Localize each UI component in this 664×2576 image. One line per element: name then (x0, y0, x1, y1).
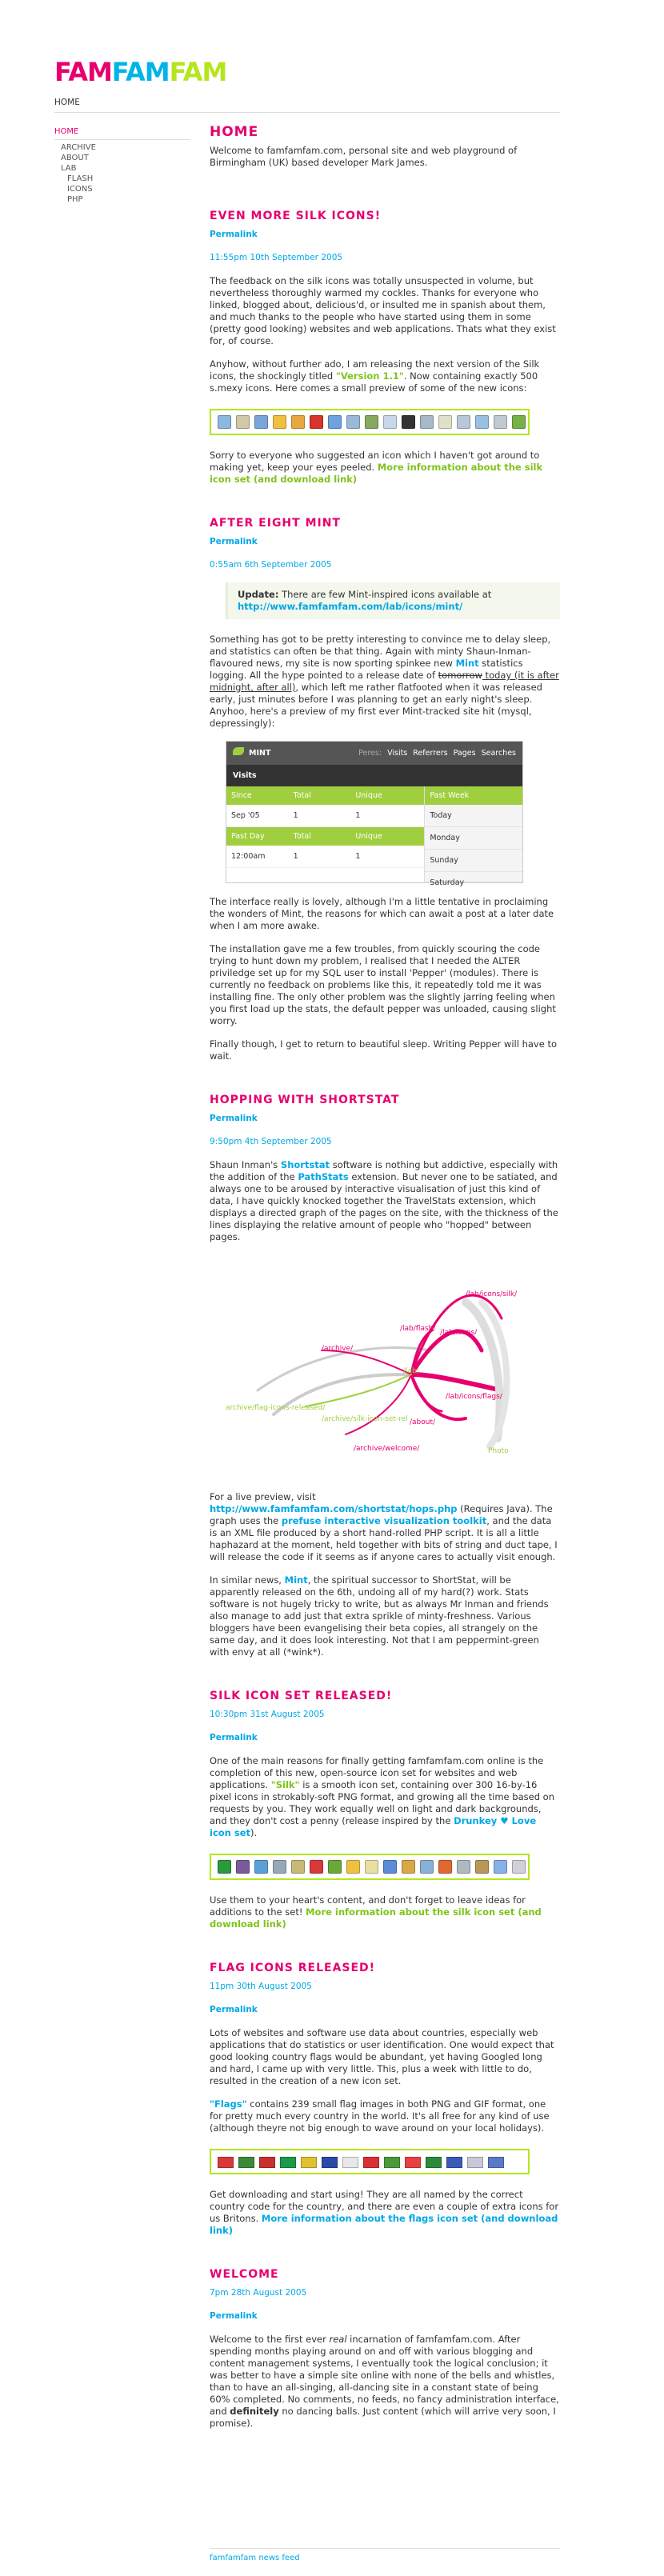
mint-header (226, 742, 522, 765)
post-paragraph: The interface really is lovely, although I'm a little tentative in proclaiming the wonders of Mint, the reasons for which can await a post at a later date when I am more awake. (210, 896, 554, 931)
silk-preview-icon (494, 415, 507, 429)
update-notice (226, 582, 560, 619)
silk-preview-icon (420, 1860, 434, 1874)
post-silk-released (210, 1690, 560, 1930)
graph-label: Photo (488, 1447, 509, 1455)
table-row (226, 846, 424, 868)
mint-icons-link[interactable]: http://www.famfamfam.com/lab/icons/mint/ (238, 601, 463, 612)
silk-preview-icon (457, 1860, 470, 1874)
silk-preview-icon (365, 1860, 378, 1874)
intro-text: Welcome to famfamfam.com, personal site and web playground of Birmingham (UK) based developer Mark James. (210, 145, 518, 168)
text: extension. But never one to be satiated, and always one to be aroused by interactive visualisation of just this kind of data, I have quickly knocked together the TravelStats extension, which displays a directed graph of the pages on the site, with the thickness of the lines displaying the relative amount of people who "hopped" between pages. (210, 1171, 558, 1242)
graph-background (226, 1254, 522, 1477)
mint-nav-referrers[interactable]: Referrers (413, 749, 448, 758)
main-content (210, 126, 560, 2462)
silk-link[interactable]: "Silk" (270, 1779, 300, 1790)
cell: 1 (355, 811, 361, 820)
silk-preview-icon (346, 1860, 360, 1874)
post-paragraph: Lots of websites and software use data about countries, especially web applications that do statistics or user identification. One would expect that good looking country flags would be abundant, yet having Googled long and hard, I came up with very little. This, plus a week with little to do, resulted in the creation of a new icon set. (210, 2027, 554, 2086)
post-date: 10:30pm 31st August 2005 (210, 1710, 325, 1719)
post-paragraph (210, 2189, 560, 2237)
text: definitely (230, 2406, 279, 2417)
text: tomorrow (438, 670, 482, 681)
silk-preview-icon (236, 415, 250, 429)
silk-preview-icon (218, 415, 231, 429)
post-even-more-silk (210, 210, 560, 486)
post-flags-released (210, 1962, 560, 2237)
silk-preview-icon (310, 1860, 323, 1874)
table-header (226, 786, 424, 805)
mint-nav (353, 747, 516, 759)
post-title: AFTER EIGHT MINT (210, 517, 341, 530)
silk-preview-icon (328, 1860, 342, 1874)
silk-preview-icon (254, 1860, 268, 1874)
text: incarnation of famfamfam.com. After spending months playing around on and off with various blogging and content management systems, I eventually took the logical conclusion; it was better to have a simple site online with none of the bells and whistles, than to have an all-singing, all-dancing site in a constant state of being 60% completed. No comments, no feeds, no fancy administration interface, and (210, 2334, 559, 2417)
text: Get downloading and start using! They are all named by the correct country code for the country, and there are even a couple of extra icons for us Britons. (210, 2189, 559, 2224)
silk-preview-icon (291, 415, 305, 429)
sidebar-item-home[interactable]: HOME (54, 126, 190, 140)
post-paragraph: The feedback on the silk icons was totally unsuspected in volume, but nevertheless thoroughly warmed my cockles. Thanks for everyone who linked, blogged about, delicious'd, or insulted me in spanish about them, and much thanks to the people who have started using them in some (pretty good looking) websites and web applications. Thats what they exist for, of course. (210, 275, 556, 346)
table-header (226, 827, 424, 846)
silk-preview-icon (254, 415, 268, 429)
top-navigation (54, 98, 560, 113)
post-paragraph (210, 1491, 560, 1563)
post-title: SILK ICON SET RELEASED! (210, 1690, 393, 1702)
text: real (329, 2334, 347, 2345)
post-title: FLAG ICONS RELEASED! (210, 1962, 376, 1974)
footer (210, 2548, 560, 2562)
mint-right (424, 786, 522, 887)
col-since: Since (231, 791, 252, 800)
shortstat-link[interactable]: Shortstat (280, 1159, 330, 1170)
flag-icon (467, 2157, 483, 2168)
post-paragraph (210, 1755, 560, 1839)
graph-label: /about/ (410, 1418, 436, 1426)
graph-label: /lab/icons/ (440, 1329, 478, 1337)
flag-icon (301, 2157, 317, 2168)
text: statistics logging. All the hype pointed to a release date of (210, 658, 523, 681)
silk-preview-icon (402, 1860, 415, 1874)
text: , and the data is an XML file produced by a short hand-rolled PHP script. It is all a little haphazard at the moment, held together with bits of string and duct tape, I will release the code if it seems as if anyone cares to actually visit enough. (210, 1515, 558, 1562)
graph-label: /archive/ (322, 1345, 354, 1353)
mint-link[interactable]: Mint (284, 1574, 308, 1586)
post-paragraph: The installation gave me a few troubles, from quickly scouring the code trying to hunt down my problem, I realised that I needed the ALTER priviledge set up for my SQL user to install 'Pepper' (modules). There is currently no feedback on problems like this, it repeatedly told me it was installing fine. The only other problem was the slightly jarring feeling when you first load up the stats, the default pepper was unloaded, causing slight worry. (210, 943, 556, 1026)
text: . Now containing exactly 500 s.mexy icons. Here comes a small preview of some of the new icons: (210, 370, 538, 394)
silk-preview-icon (273, 1860, 286, 1874)
text: software is nothing but addictive, especially with the addition of the (210, 1159, 558, 1182)
graph-label: /lab/icons/flags/ (446, 1393, 502, 1401)
text: Use them to your heart's content, and don't forget to leave ideas for additions to the set! (210, 1894, 526, 1918)
news-feed-link[interactable]: famfamfam news feed (210, 2554, 300, 2562)
silk-preview-icon (512, 415, 526, 429)
flags-info-link[interactable]: More information about the flags icon set (and download link) (210, 2213, 558, 2236)
silk-preview-icon (438, 415, 452, 429)
flag-icon (426, 2157, 442, 2168)
silk-preview-icon (365, 415, 378, 429)
text: , the spiritual successor to ShortStat, will be apparently released on the 6th, undoing all of my hard(?) work. Stats software is not hugely tricky to write, but as always Mr Inman and friends also manage to add just that extra sprikle of minty-freshness. Various bloggers have been evangelising their beta copies, all strangely on the same day, and it does look interesting. Not that I am peppermint-green with envy at all (*wink*). (210, 1574, 549, 1658)
col-unique: Unique (355, 791, 382, 800)
text: is a smooth icon set, containing over 300 16-by-16 pixel icons in strokably-soft PNG format, and growing all the time based on requests by you. They work equally well on light and dark backgrounds, and they don't cost a penny (release inspired by the (210, 1779, 554, 1826)
silk-icon-preview (210, 409, 530, 435)
silk-preview-icon (383, 1860, 397, 1874)
post-title: EVEN MORE SILK ICONS! (210, 210, 382, 222)
flag-icon (218, 2157, 234, 2168)
mint-logo (233, 747, 270, 759)
text: no dancing balls. Just content (which will arrive very soon, I promise). (210, 2406, 556, 2429)
silk-preview-icon (236, 1860, 250, 1874)
list-item: Saturday (425, 872, 522, 882)
cell: 12:00am (231, 852, 266, 861)
post-after-eight-mint (210, 518, 560, 1062)
text: One of the main reasons for finally getting famfamfam.com online is the completion of this new, open-source icon set for websites and web applications. (210, 1755, 544, 1790)
flag-icon (384, 2157, 400, 2168)
silk-preview-icon (512, 1860, 526, 1874)
update-label: Update: (238, 589, 279, 600)
text: Sorry to everyone who suggested an icon which I haven't got around to making yet, keep your eyes peeled. (210, 450, 540, 473)
post-title: HOPPING WITH SHORTSTAT (210, 1094, 400, 1106)
col-total: Total (293, 832, 311, 841)
logo-part-2: FAM (111, 57, 170, 87)
silk-preview-icon (494, 1860, 507, 1874)
text: Something has got to be pretty interesting to convince me to delay sleep, and statistics can often be that thing. Again with minty Shaun-Inman-flavoured news, my site is now sporting spinkee new (210, 634, 551, 669)
flags-link[interactable]: "Flags" (210, 2098, 247, 2110)
silk-preview-icon (328, 415, 342, 429)
table-row (226, 805, 424, 827)
past-week-header: Past Week (425, 786, 522, 805)
mint-grid (226, 786, 522, 887)
sidebar-item-php[interactable]: PHP (67, 195, 83, 204)
flag-icon (488, 2157, 504, 2168)
post-paragraph: Finally though, I get to return to beautiful sleep. Writing Pepper will have to wait. (210, 1038, 557, 1062)
silk-info-link[interactable]: More information about the silk icon set (and download link) (210, 462, 543, 485)
sidebar-item-icons[interactable]: ICONS (67, 185, 93, 194)
silk-preview-icon (457, 415, 470, 429)
cell: 1 (293, 811, 298, 820)
silk-preview-icon (402, 415, 415, 429)
mint-nav-searches[interactable]: Searches (481, 749, 516, 758)
topnav-home-link[interactable]: HOME (54, 98, 80, 107)
post-title: WELCOME (210, 2268, 279, 2281)
mint-nav-visits[interactable]: Visits (387, 749, 408, 758)
sidebar-item-archive[interactable]: ARCHIVE (61, 143, 96, 152)
silk-preview-icon (438, 1860, 452, 1874)
silk-preview-icon (420, 415, 434, 429)
flag-icon (342, 2157, 358, 2168)
silk-preview-icon (310, 415, 323, 429)
text: ). (250, 1827, 258, 1838)
permalink-link[interactable]: Permalink (210, 230, 258, 239)
text: For a live preview, visit (210, 1491, 316, 1502)
page-title: HOME (210, 124, 259, 140)
mint-link[interactable]: Mint (455, 658, 479, 669)
text: contains 239 small flag images in both PNG and GIF format, one for pretty much every country in the world. It's all free for any kind of use (although theyre not big enough to wave around on your local holidays). (210, 2098, 550, 2134)
permalink-link[interactable]: Permalink (210, 1114, 258, 1123)
silk-preview-icon (218, 1860, 231, 1874)
version-link[interactable]: "Version 1.1" (335, 370, 404, 382)
flag-icon (446, 2157, 462, 2168)
post-paragraph (210, 358, 560, 394)
sidebar-item-about[interactable]: ABOUT (61, 154, 89, 162)
post-paragraph (210, 450, 560, 486)
graph-label: /lab/flash/ (400, 1325, 436, 1333)
post-date: 9:50pm 4th September 2005 (210, 1137, 332, 1146)
cell: 1 (293, 852, 298, 861)
post-date: 7pm 28th August 2005 (210, 2288, 307, 2298)
post-shortstat (210, 1094, 560, 1658)
flag-icon (238, 2157, 254, 2168)
silk-preview-icon (383, 415, 397, 429)
silk-preview-icon (291, 1860, 305, 1874)
mint-nav-label: Peres: (358, 749, 382, 758)
graph-label: archive/flag-icons-released/ (226, 1404, 326, 1412)
travelstats-graph (226, 1254, 522, 1477)
post-paragraph (210, 1159, 560, 1243)
graph-label: /archive/welcome/ (354, 1445, 420, 1453)
text: In similar news, (210, 1574, 285, 1586)
flag-icon (405, 2157, 421, 2168)
sidebar-item-flash[interactable]: FLASH (67, 174, 94, 183)
logo-part-1: FAM (54, 57, 112, 87)
mint-screenshot (226, 741, 523, 887)
mint-left (226, 786, 424, 882)
list-item: Sunday (425, 850, 522, 872)
sidebar-item-lab[interactable]: LAB (61, 164, 77, 173)
post-paragraph (210, 1894, 560, 1930)
silk-preview-icon (475, 415, 489, 429)
flag-icon-preview (210, 2149, 530, 2174)
permalink-link[interactable]: Permalink (210, 2005, 258, 2014)
silk-icon-preview (210, 1854, 530, 1880)
col-total: Total (293, 791, 311, 800)
permalink-link[interactable]: Permalink (210, 1733, 258, 1742)
flag-icon (259, 2157, 275, 2168)
pathstats-link[interactable]: PathStats (298, 1171, 349, 1182)
post-paragraph (210, 1574, 560, 1658)
flag-icon (280, 2157, 296, 2168)
text: Welcome to the first ever (210, 2334, 330, 2345)
hops-link[interactable]: http://www.famfamfam.com/shortstat/hops.php (210, 1503, 458, 1514)
col-unique: Unique (355, 832, 382, 841)
text: There are few Mint-inspired icons available at (278, 589, 492, 600)
text: today (it is after midnight, after all) (210, 670, 559, 693)
silk-preview-icon (346, 415, 360, 429)
graph-label: /archive/silk-icon-set-rel (322, 1415, 408, 1423)
flag-icon (363, 2157, 379, 2168)
list-item: Today (425, 805, 522, 827)
sidebar (54, 126, 190, 205)
post-date: 11:55pm 10th September 2005 (210, 253, 343, 262)
post-paragraph (210, 2098, 560, 2134)
text: (Requires Java). The graph uses the (210, 1503, 553, 1526)
col-pastday: Past Day (231, 832, 265, 841)
post-welcome (210, 2269, 560, 2430)
permalink-link[interactable]: Permalink (210, 537, 258, 546)
graph-label: /lab/icons/silk/ (466, 1290, 518, 1298)
text: , which left me rather flatfooted when it was released early, just minutes before I was planning to get an early night's sleep. Anyhoo, here's a preview of my first ever Mint-tracked site hit (mysql, depressingly): (210, 682, 542, 729)
mint-nav-pages[interactable]: Pages (453, 749, 476, 758)
flag-icon (322, 2157, 338, 2168)
post-paragraph (210, 2334, 560, 2430)
text: Anyhow, without further ado, I am releasing the next version of the Silk icons, the shockingly titled (210, 358, 540, 382)
permalink-link[interactable]: Permalink (210, 2311, 258, 2321)
text: MINT (249, 749, 271, 758)
silk-info-link[interactable]: More information about the silk icon set (and download link) (210, 1906, 542, 1930)
prefuse-link[interactable]: prefuse interactive visualization toolkit (281, 1515, 487, 1526)
home-intro (210, 126, 560, 169)
site-logo[interactable] (54, 59, 226, 85)
cell: 1 (355, 852, 361, 861)
leaf-icon (233, 747, 244, 755)
cell: Sep '05 (231, 811, 260, 820)
visits-title: Visits (226, 765, 522, 786)
logo-part-3: FAM (169, 57, 227, 87)
post-date: 11pm 30th August 2005 (210, 1982, 312, 1991)
graph-label: /lab/ (403, 1367, 419, 1375)
drunkey-link[interactable]: Drunkey ♥ Love icon set (210, 1815, 537, 1838)
post-date: 0:55am 6th September 2005 (210, 560, 332, 570)
list-item: Monday (425, 827, 522, 850)
silk-preview-icon (475, 1860, 489, 1874)
post-paragraph (210, 634, 560, 730)
text: Shaun Inman's (210, 1159, 281, 1170)
silk-preview-icon (273, 415, 286, 429)
